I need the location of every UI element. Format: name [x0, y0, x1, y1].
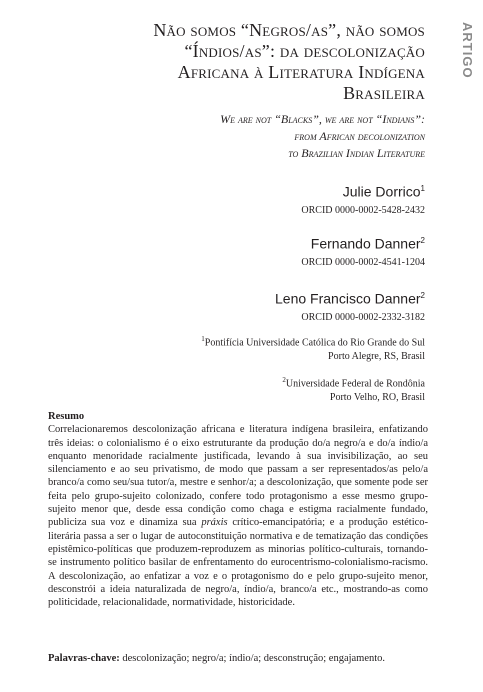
affiliation-marker: 1	[420, 184, 425, 193]
subtitle-line: to Brazilian Indian Literature	[288, 146, 425, 160]
keywords	[48, 652, 428, 665]
title-line: “Índios/as”: da descolonização	[184, 41, 425, 61]
affiliation-location: Porto Velho, RO, Brasil	[329, 392, 425, 404]
section-label: ARTIGO	[460, 22, 475, 79]
author-name: Fernando Danner$^2$	[310, 235, 425, 252]
author-orcid[interactable]: ORCID 0000-0002-5428-2432	[301, 204, 425, 216]
subtitle-line: We are not “Blacks”, we are not “Indians”:	[220, 112, 425, 126]
author-name: Leno Francisco Danner$^2$	[275, 290, 425, 307]
italic-term: práxis	[201, 517, 228, 529]
title-line: Africana à Literatura Indígena	[177, 62, 425, 82]
english-title	[115, 111, 425, 162]
title-line: Brasileira	[343, 83, 425, 103]
abstract	[48, 410, 428, 609]
keywords-list: descolonização; negro/a; índio/a; desconstrução; engajamento.	[122, 653, 386, 664]
affiliation-institution: Pontifícia Universidade Católica do Rio Grande do Sul	[204, 337, 425, 349]
affiliation-marker: 2	[420, 236, 425, 245]
title-line: Não somos “Negros/as”, não somos	[153, 20, 425, 40]
article-title	[135, 20, 425, 104]
author-block	[301, 180, 425, 218]
author-name: Julie Dorrico$^1$	[342, 183, 425, 200]
affiliation	[282, 373, 425, 405]
affiliation-marker: 2	[282, 376, 286, 384]
author-orcid[interactable]: ORCID 0000-0002-4541-1204	[301, 256, 425, 268]
abstract-body: Correlacionaremos descolonização africana e literatura indígena brasileira, enfatizando três ideias: o colonialismo é o eixo estruturante da produção do/a negro/a e do/a índio/a enquanto menoridade racialmente justificada, levando à sua invisibilização, ao seu silenciamento e ao seu privatismo, de modo que passam a ser representados/as pelo/a branco/a como seu/sua tutor/a, mestre e senhor/a; a descolonização, que somente pode ser feita pelo grupo-sujeito colonizado, confere todo protagonismo a esse mesmo grupo-sujeito menor que, desde essa condição como chaga e estigma racialmente fundado, publiciza sua voz e dinamiza sua práxis crítico-emancipatória; e a produção estético-literária passa a ser o lugar de autoconstituição normativa e de tematização das condições epistêmico-políticas que produzem-reproduzem as minorias político-culturais, tornando-se instrumento político basilar de enfrentamento do eurocentrismo-colonialismo-racismo. A descolonização, ao enfatizar a voz e o protagonismo do e pelo grupo-sujeito menor, desconstrói a ideia naturalizada de negro/a, índio/a, branco/a etc., mostrando-as como politicidade, relacionalidade, normatividade, historicidade.	[48, 424, 429, 609]
keywords-label: Palavras-chave:	[48, 653, 120, 664]
subtitle-line: from African decolonization	[294, 129, 425, 143]
affiliation-marker: 2	[420, 291, 425, 300]
affiliation-marker: 1	[201, 335, 205, 343]
abstract-heading: Resumo	[48, 411, 85, 422]
affiliation-location: Porto Alegre, RS, Brasil	[328, 351, 425, 363]
author-block	[301, 232, 425, 270]
affiliation	[201, 332, 425, 364]
affiliation-institution: Universidade Federal de Rondônia	[285, 378, 425, 390]
author-orcid[interactable]: ORCID 0000-0002-2332-3182	[301, 311, 425, 323]
author-block	[275, 287, 425, 325]
